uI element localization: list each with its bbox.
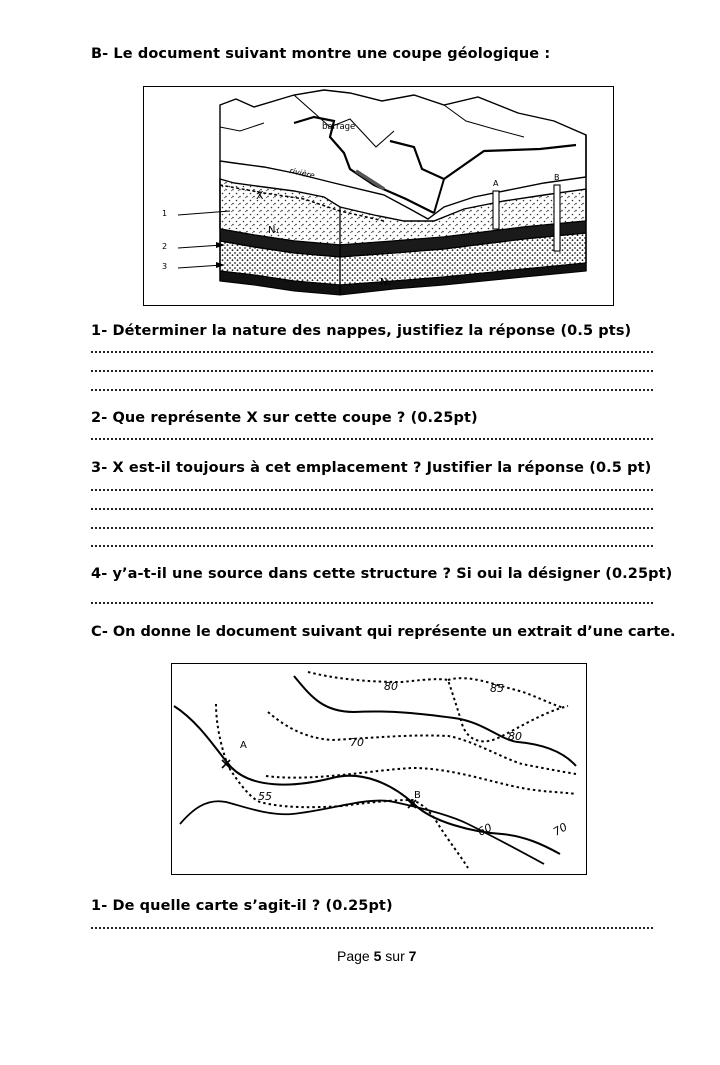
answer-line[interactable] (91, 527, 653, 529)
contour-label-80-right: 80 (508, 730, 522, 743)
answer-line[interactable] (91, 389, 653, 391)
label-barrage: barrage (322, 122, 356, 132)
map-point-a: A (240, 740, 247, 751)
question-4: 4- y’a-t-il une source dans cette structure ? Si oui la désigner (0.25pt) (91, 566, 673, 582)
map-point-b: B (414, 790, 421, 801)
contour-label-70-mid: 70 (350, 736, 364, 749)
topographic-map-drawing (172, 664, 586, 874)
question-3: 3- X est-il toujours à cet emplacement ? Justifier la réponse (0.5 pt) (91, 460, 652, 476)
page-current: 5 (373, 948, 382, 964)
label-x: X (256, 189, 264, 202)
geological-section-figure (143, 86, 614, 306)
contour-label-85: 85 (490, 682, 504, 695)
page-middle: sur (381, 948, 409, 964)
answer-line[interactable] (91, 370, 653, 372)
answer-line[interactable] (91, 508, 653, 510)
label-n2: N₂ (380, 277, 392, 288)
contour-label-80-top: 80 (384, 680, 398, 693)
contour-label-60: 60 (475, 821, 494, 839)
answer-line[interactable] (91, 489, 653, 491)
label-riviere: rivière (288, 166, 316, 181)
label-layer-2: 2 (162, 242, 168, 251)
label-layer-3: 3 (162, 262, 168, 271)
answer-line[interactable] (91, 602, 653, 604)
contour-label-70-right: 70 (551, 820, 570, 839)
section-b-heading: B- Le document suivant montre une coupe géologique : (91, 46, 551, 62)
label-layer-1: 1 (162, 209, 168, 218)
geological-section-drawing (144, 87, 613, 305)
page-prefix: Page (337, 948, 374, 964)
label-well-b: B (554, 173, 560, 182)
page-total: 7 (408, 948, 417, 964)
label-n1: N₁ (268, 225, 280, 236)
question-c-1: 1- De quelle carte s’agit-il ? (0.25pt) (91, 898, 393, 914)
answer-line[interactable] (91, 351, 653, 353)
label-argile: argile (388, 252, 411, 261)
label-well-a: A (493, 179, 499, 188)
answer-line[interactable] (91, 927, 653, 929)
answer-line[interactable] (91, 438, 653, 440)
topographic-map-figure (171, 663, 587, 875)
question-2: 2- Que représente X sur cette coupe ? (0.25pt) (91, 410, 478, 426)
question-1: 1- Déterminer la nature des nappes, justifiez la réponse (0.5 pts) (91, 323, 632, 339)
page-number (337, 948, 416, 964)
section-c-heading: C- On donne le document suivant qui représente un extrait d’une carte. (91, 624, 676, 640)
contour-label-55: 55 (258, 790, 272, 803)
answer-line[interactable] (91, 545, 653, 547)
